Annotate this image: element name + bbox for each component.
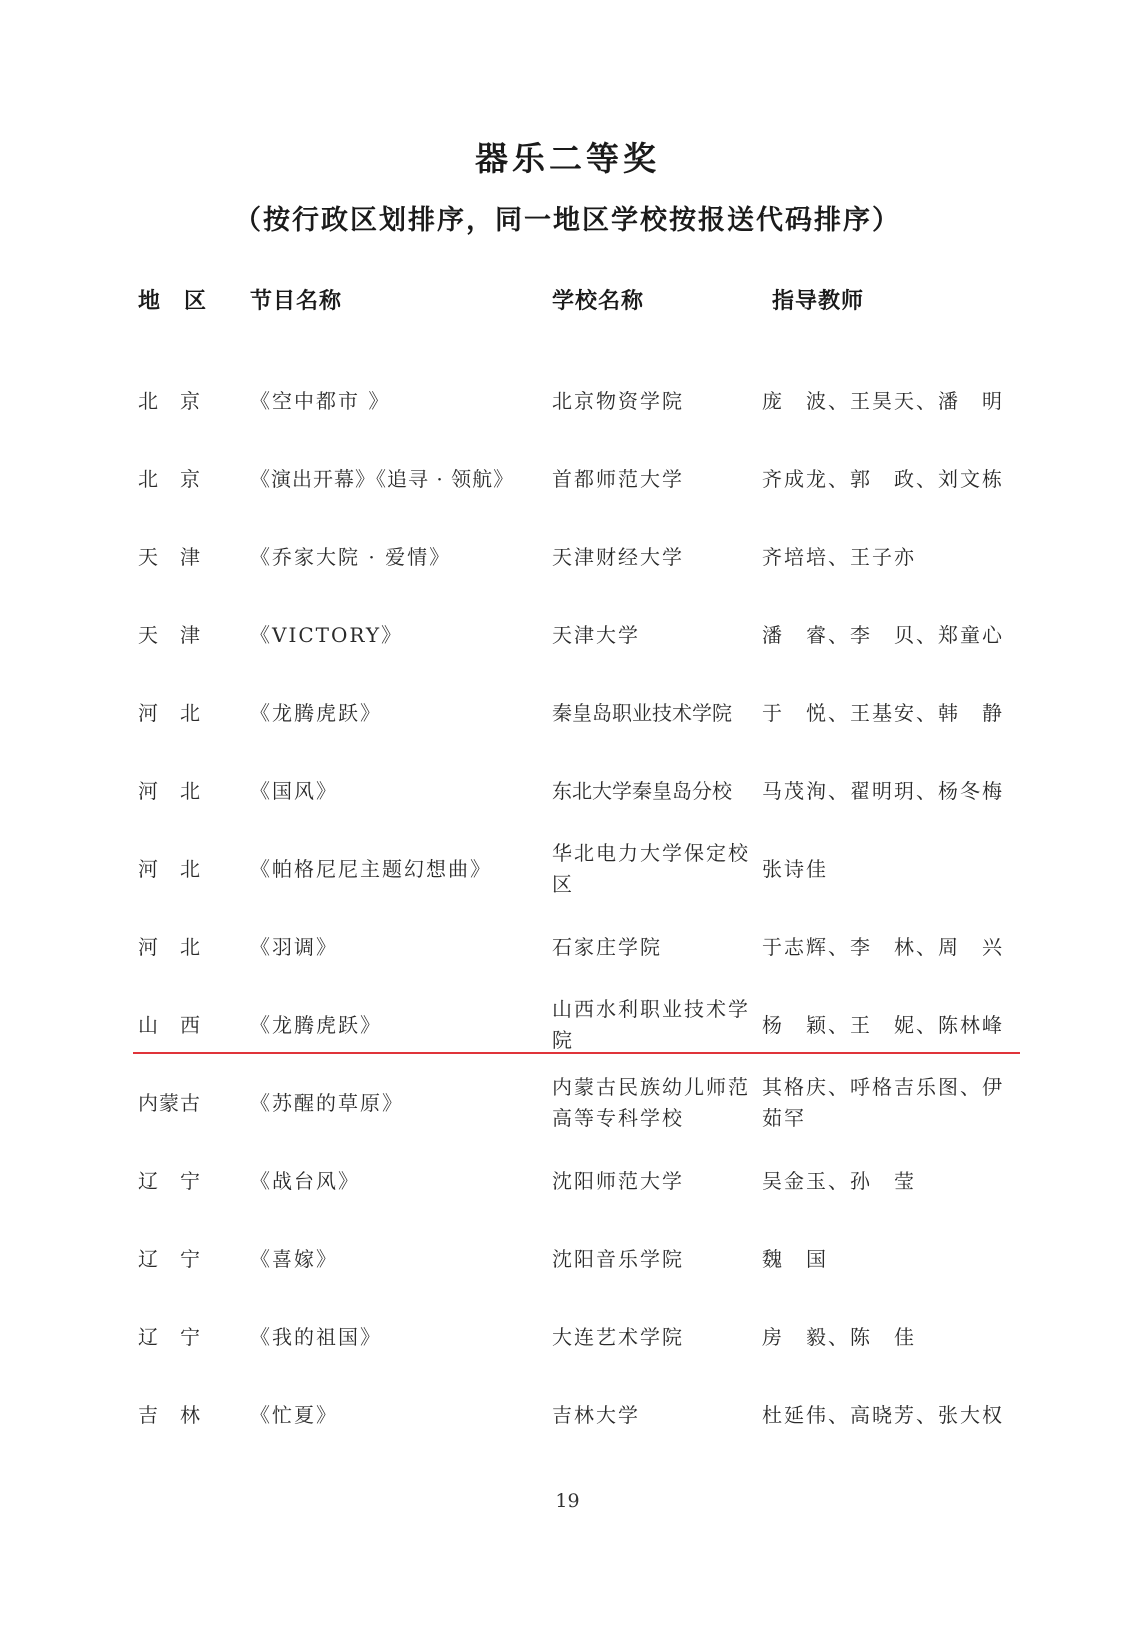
table-row (0, 440, 1135, 518)
table-row (0, 1220, 1135, 1298)
cell-region: 河 北 (138, 778, 201, 803)
cell-school: 吉林大学 (552, 1402, 640, 1427)
cell-region: 天 津 (138, 544, 201, 569)
table-row (0, 1064, 1135, 1142)
cell-teacher: 杜延伟、高晓芳、张大权 (762, 1402, 1004, 1427)
cell-region: 辽 宁 (138, 1168, 201, 1193)
table-row (0, 362, 1135, 440)
cell-teacher: 潘 睿、李 贝、郑童心 (762, 622, 1004, 647)
cell-program: 《喜嫁》 (250, 1246, 338, 1271)
cell-region: 吉 林 (138, 1402, 201, 1427)
cell-school: 北京物资学院 (552, 388, 684, 413)
header-region: 地 区 (138, 289, 208, 314)
cell-region: 辽 宁 (138, 1324, 201, 1349)
cell-program: 《龙腾虎跃》 (250, 1012, 382, 1037)
cell-program: 《忙夏》 (250, 1402, 338, 1427)
cell-region: 河 北 (138, 700, 201, 725)
cell-region: 内蒙古 (138, 1090, 201, 1115)
cell-teacher: 其格庆、呼格吉乐图、伊茹罕 (762, 1075, 1004, 1130)
cell-program: 《羽调》 (250, 934, 338, 959)
cell-school: 华北电力大学保定校区 (552, 841, 750, 896)
table-row (0, 1298, 1135, 1376)
cell-program: 《帕格尼尼主题幻想曲》 (250, 856, 492, 881)
header-school: 学校名称 (552, 289, 645, 314)
cell-teacher: 齐成龙、郭 政、刘文栋 (762, 466, 1004, 491)
cell-school: 山西水利职业技术学院 (552, 997, 750, 1052)
cell-program: 《苏醒的草原》 (250, 1090, 404, 1115)
page-number: 19 (555, 1490, 580, 1512)
table-row (0, 908, 1135, 986)
cell-teacher: 杨 颖、王 妮、陈林峰 (762, 1012, 1004, 1037)
table-row (0, 1376, 1135, 1454)
cell-teacher: 于志辉、李 林、周 兴 (762, 934, 1004, 959)
cell-program: 《空中都市 》 (250, 388, 391, 413)
cell-region: 天 津 (138, 622, 201, 647)
cell-teacher: 于 悦、王基安、韩 静 (762, 700, 1004, 725)
table-row (0, 674, 1135, 752)
header-program: 节目名称 (250, 289, 343, 314)
cell-region: 北 京 (138, 466, 201, 491)
header-teacher: 指导教师 (772, 289, 865, 314)
cell-region: 河 北 (138, 934, 201, 959)
cell-teacher: 魏 国 (762, 1246, 828, 1271)
cell-school: 首都师范大学 (552, 466, 684, 491)
table-row (0, 596, 1135, 674)
cell-region: 河 北 (138, 856, 201, 881)
cell-program: 《VICTORY》 (250, 622, 404, 647)
cell-program: 《战台风》 (250, 1168, 360, 1193)
cell-program: 《演出开幕》《追寻 · 领航》 (250, 466, 515, 491)
cell-school: 天津大学 (552, 622, 640, 647)
cell-school: 秦皇岛职业技术学院 (552, 700, 732, 725)
cell-school: 沈阳师范大学 (552, 1168, 684, 1193)
cell-teacher: 马茂洵、翟明玥、杨冬梅 (762, 778, 1004, 803)
cell-teacher: 庞 波、王昊天、潘 明 (762, 388, 1004, 413)
table-row (0, 518, 1135, 596)
cell-school: 内蒙古民族幼儿师范高等专科学校 (552, 1075, 750, 1130)
cell-school: 天津财经大学 (552, 544, 684, 569)
page-subtitle: （按行政区划排序，同一地区学校按报送代码排序） (234, 205, 901, 236)
cell-school: 东北大学秦皇岛分校 (552, 778, 732, 803)
page-title: 器乐二等奖 (475, 139, 660, 178)
cell-school: 石家庄学院 (552, 934, 662, 959)
table-row (0, 830, 1135, 908)
cell-region: 山 西 (138, 1012, 201, 1037)
cell-teacher: 张诗佳 (762, 856, 828, 881)
cell-school: 沈阳音乐学院 (552, 1246, 684, 1271)
cell-school: 大连艺术学院 (552, 1324, 684, 1349)
table-row (0, 1142, 1135, 1220)
cell-program: 《国风》 (250, 778, 338, 803)
cell-region: 辽 宁 (138, 1246, 201, 1271)
cell-program: 《龙腾虎跃》 (250, 700, 382, 725)
red-underline (133, 1052, 1020, 1054)
cell-teacher: 房 毅、陈 佳 (762, 1324, 916, 1349)
cell-program: 《乔家大院 · 爱情》 (250, 544, 452, 569)
cell-program: 《我的祖国》 (250, 1324, 382, 1349)
cell-region: 北 京 (138, 388, 201, 413)
cell-teacher: 吴金玉、孙 莹 (762, 1168, 916, 1193)
cell-teacher: 齐培培、王子亦 (762, 544, 916, 569)
table-row (0, 752, 1135, 830)
